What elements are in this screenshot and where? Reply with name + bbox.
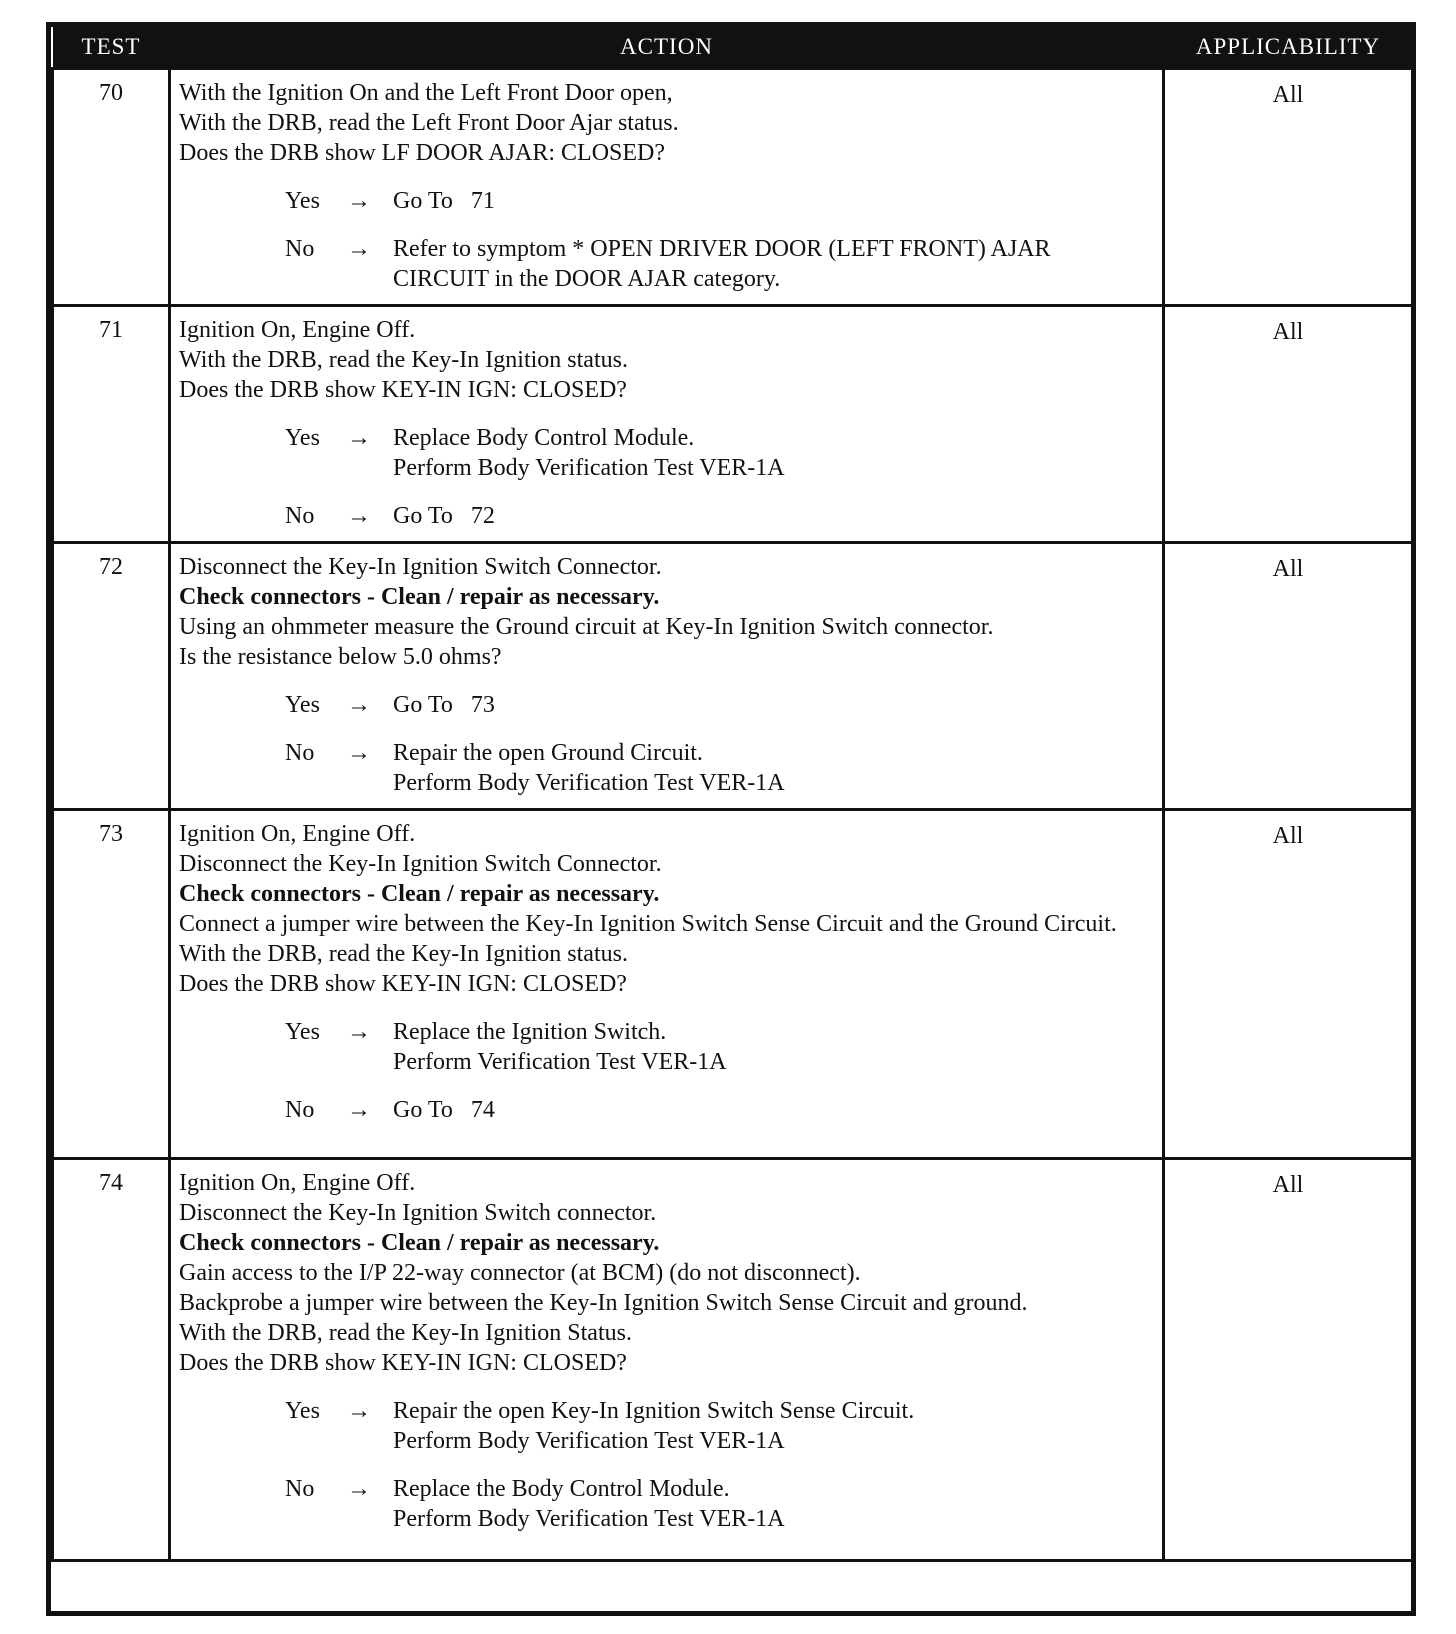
answer-result <box>393 1017 1154 1077</box>
action-step-line: With the DRB, read the Key-In Ignition status. <box>179 941 628 967</box>
right-arrow-icon: → <box>347 1476 371 1502</box>
action-step-line: Does the DRB show KEY-IN IGN: CLOSED? <box>179 377 627 403</box>
result-line: Repair the open Key-In Ignition Switch Sense Circuit. <box>393 1398 915 1424</box>
right-arrow-icon: → <box>347 740 371 766</box>
action-step-line: Does the DRB show LF DOOR AJAR: CLOSED? <box>179 140 666 166</box>
result-line: Perform Body Verification Test VER-1A <box>393 455 785 481</box>
answer-result <box>393 234 1154 294</box>
action-step-line: Ignition On, Engine Off. <box>179 317 416 343</box>
action-step-line: Disconnect the Key-In Ignition Switch Connector. <box>179 554 662 580</box>
action-warning-line: Check connectors - Clean / repair as necessary. <box>179 1230 660 1256</box>
test-number-cell: 71 <box>53 306 170 543</box>
action-step-line: With the DRB, read the Left Front Door Ajar status. <box>179 110 679 136</box>
right-arrow-icon: → <box>347 503 371 529</box>
action-step-line: Does the DRB show KEY-IN IGN: CLOSED? <box>179 1350 627 1376</box>
answer-label: Yes <box>285 692 320 718</box>
result-line: Replace the Ignition Switch. <box>393 1019 667 1045</box>
answer-label: Yes <box>285 425 320 451</box>
action-warning-line: Check connectors - Clean / repair as necessary. <box>179 584 660 610</box>
answer-branch <box>179 1095 1154 1125</box>
answer-result <box>393 1396 1154 1456</box>
right-arrow-icon: → <box>347 1398 371 1424</box>
action-step-line: Backprobe a jumper wire between the Key-In Ignition Switch Sense Circuit and ground. <box>179 1290 1028 1316</box>
result-line: Perform Body Verification Test VER-1A <box>393 770 785 796</box>
result-line: Perform Body Verification Test VER-1A <box>393 1428 785 1454</box>
answer-label: No <box>285 740 315 766</box>
result-line: Go To 72 <box>393 503 495 529</box>
result-line: Go To 73 <box>393 692 495 718</box>
answer-result <box>393 738 1154 798</box>
header-row <box>53 27 1413 69</box>
test-number-cell: 74 <box>53 1159 170 1561</box>
action-cell <box>170 306 1164 543</box>
answer-label: No <box>285 503 315 529</box>
answer-result <box>393 1095 1154 1125</box>
action-step-line: Disconnect the Key-In Ignition Switch Connector. <box>179 851 662 877</box>
result-line: Go To 74 <box>393 1097 495 1123</box>
applicability-cell: All <box>1164 1159 1413 1561</box>
answer-branch <box>179 186 1154 216</box>
table-row <box>53 306 1413 543</box>
action-step-line: With the Ignition On and the Left Front Door open, <box>179 80 673 106</box>
result-line: Replace the Body Control Module. <box>393 1476 730 1502</box>
result-line: Refer to symptom * OPEN DRIVER DOOR (LEFT FRONT) AJAR <box>393 236 1051 262</box>
table-row <box>53 543 1413 810</box>
right-arrow-icon: → <box>347 425 371 451</box>
action-step-line: With the DRB, read the Key-In Ignition status. <box>179 347 628 373</box>
result-line: CIRCUIT in the DOOR AJAR category. <box>393 266 781 292</box>
action-cell <box>170 543 1164 810</box>
applicability-cell: All <box>1164 306 1413 543</box>
answer-branch <box>179 423 1154 483</box>
answer-branch <box>179 501 1154 531</box>
answer-result <box>393 501 1154 531</box>
right-arrow-icon: → <box>347 1097 371 1123</box>
action-step-line: Disconnect the Key-In Ignition Switch connector. <box>179 1200 657 1226</box>
answer-branch <box>179 1474 1154 1534</box>
header-action: ACTION <box>170 27 1164 69</box>
test-number-cell: 72 <box>53 543 170 810</box>
answer-branch <box>179 738 1154 798</box>
action-step-line: Ignition On, Engine Off. <box>179 1170 416 1196</box>
result-line: Replace Body Control Module. <box>393 425 695 451</box>
answer-label: No <box>285 1097 315 1123</box>
table-row <box>53 69 1413 306</box>
header-applicability: APPLICABILITY <box>1164 27 1413 69</box>
answer-branch <box>179 1017 1154 1077</box>
action-step-line: Gain access to the I/P 22-way connector (at BCM) (do not disconnect). <box>179 1260 861 1286</box>
answer-branch <box>179 690 1154 720</box>
answer-branch <box>179 1396 1154 1456</box>
right-arrow-icon: → <box>347 188 371 214</box>
answer-result <box>393 690 1154 720</box>
action-cell <box>170 810 1164 1159</box>
action-step-line: Is the resistance below 5.0 ohms? <box>179 644 502 670</box>
table-row <box>53 810 1413 1159</box>
answer-result <box>393 423 1154 483</box>
result-line: Perform Verification Test VER-1A <box>393 1049 727 1075</box>
test-number-cell: 73 <box>53 810 170 1159</box>
diagnostic-table-sheet <box>46 22 1416 1616</box>
answer-label: No <box>285 1476 315 1502</box>
header-test: TEST <box>53 27 170 69</box>
applicability-cell: All <box>1164 810 1413 1159</box>
answer-label: No <box>285 236 315 262</box>
answer-result <box>393 1474 1154 1534</box>
result-line: Repair the open Ground Circuit. <box>393 740 703 766</box>
right-arrow-icon: → <box>347 692 371 718</box>
answer-label: Yes <box>285 1019 320 1045</box>
action-warning-line: Check connectors - Clean / repair as necessary. <box>179 881 660 907</box>
action-cell <box>170 69 1164 306</box>
right-arrow-icon: → <box>347 236 371 262</box>
answer-branch <box>179 234 1154 294</box>
table-row <box>53 1159 1413 1561</box>
right-arrow-icon: → <box>347 1019 371 1045</box>
answer-result <box>393 186 1154 216</box>
diagnostic-test-table <box>51 27 1414 1562</box>
answer-label: Yes <box>285 1398 320 1424</box>
test-number-cell: 70 <box>53 69 170 306</box>
action-step-line: With the DRB, read the Key-In Ignition Status. <box>179 1320 632 1346</box>
applicability-cell: All <box>1164 543 1413 810</box>
applicability-cell: All <box>1164 69 1413 306</box>
answer-label: Yes <box>285 188 320 214</box>
result-line: Perform Body Verification Test VER-1A <box>393 1506 785 1532</box>
result-line: Go To 71 <box>393 188 495 214</box>
table-body <box>53 69 1413 1561</box>
action-step-line: Connect a jumper wire between the Key-In Ignition Switch Sense Circuit and the Ground Circuit. <box>179 911 1117 937</box>
action-cell <box>170 1159 1164 1561</box>
action-step-line: Ignition On, Engine Off. <box>179 821 416 847</box>
action-step-line: Does the DRB show KEY-IN IGN: CLOSED? <box>179 971 627 997</box>
action-step-line: Using an ohmmeter measure the Ground circuit at Key-In Ignition Switch connector. <box>179 614 994 640</box>
